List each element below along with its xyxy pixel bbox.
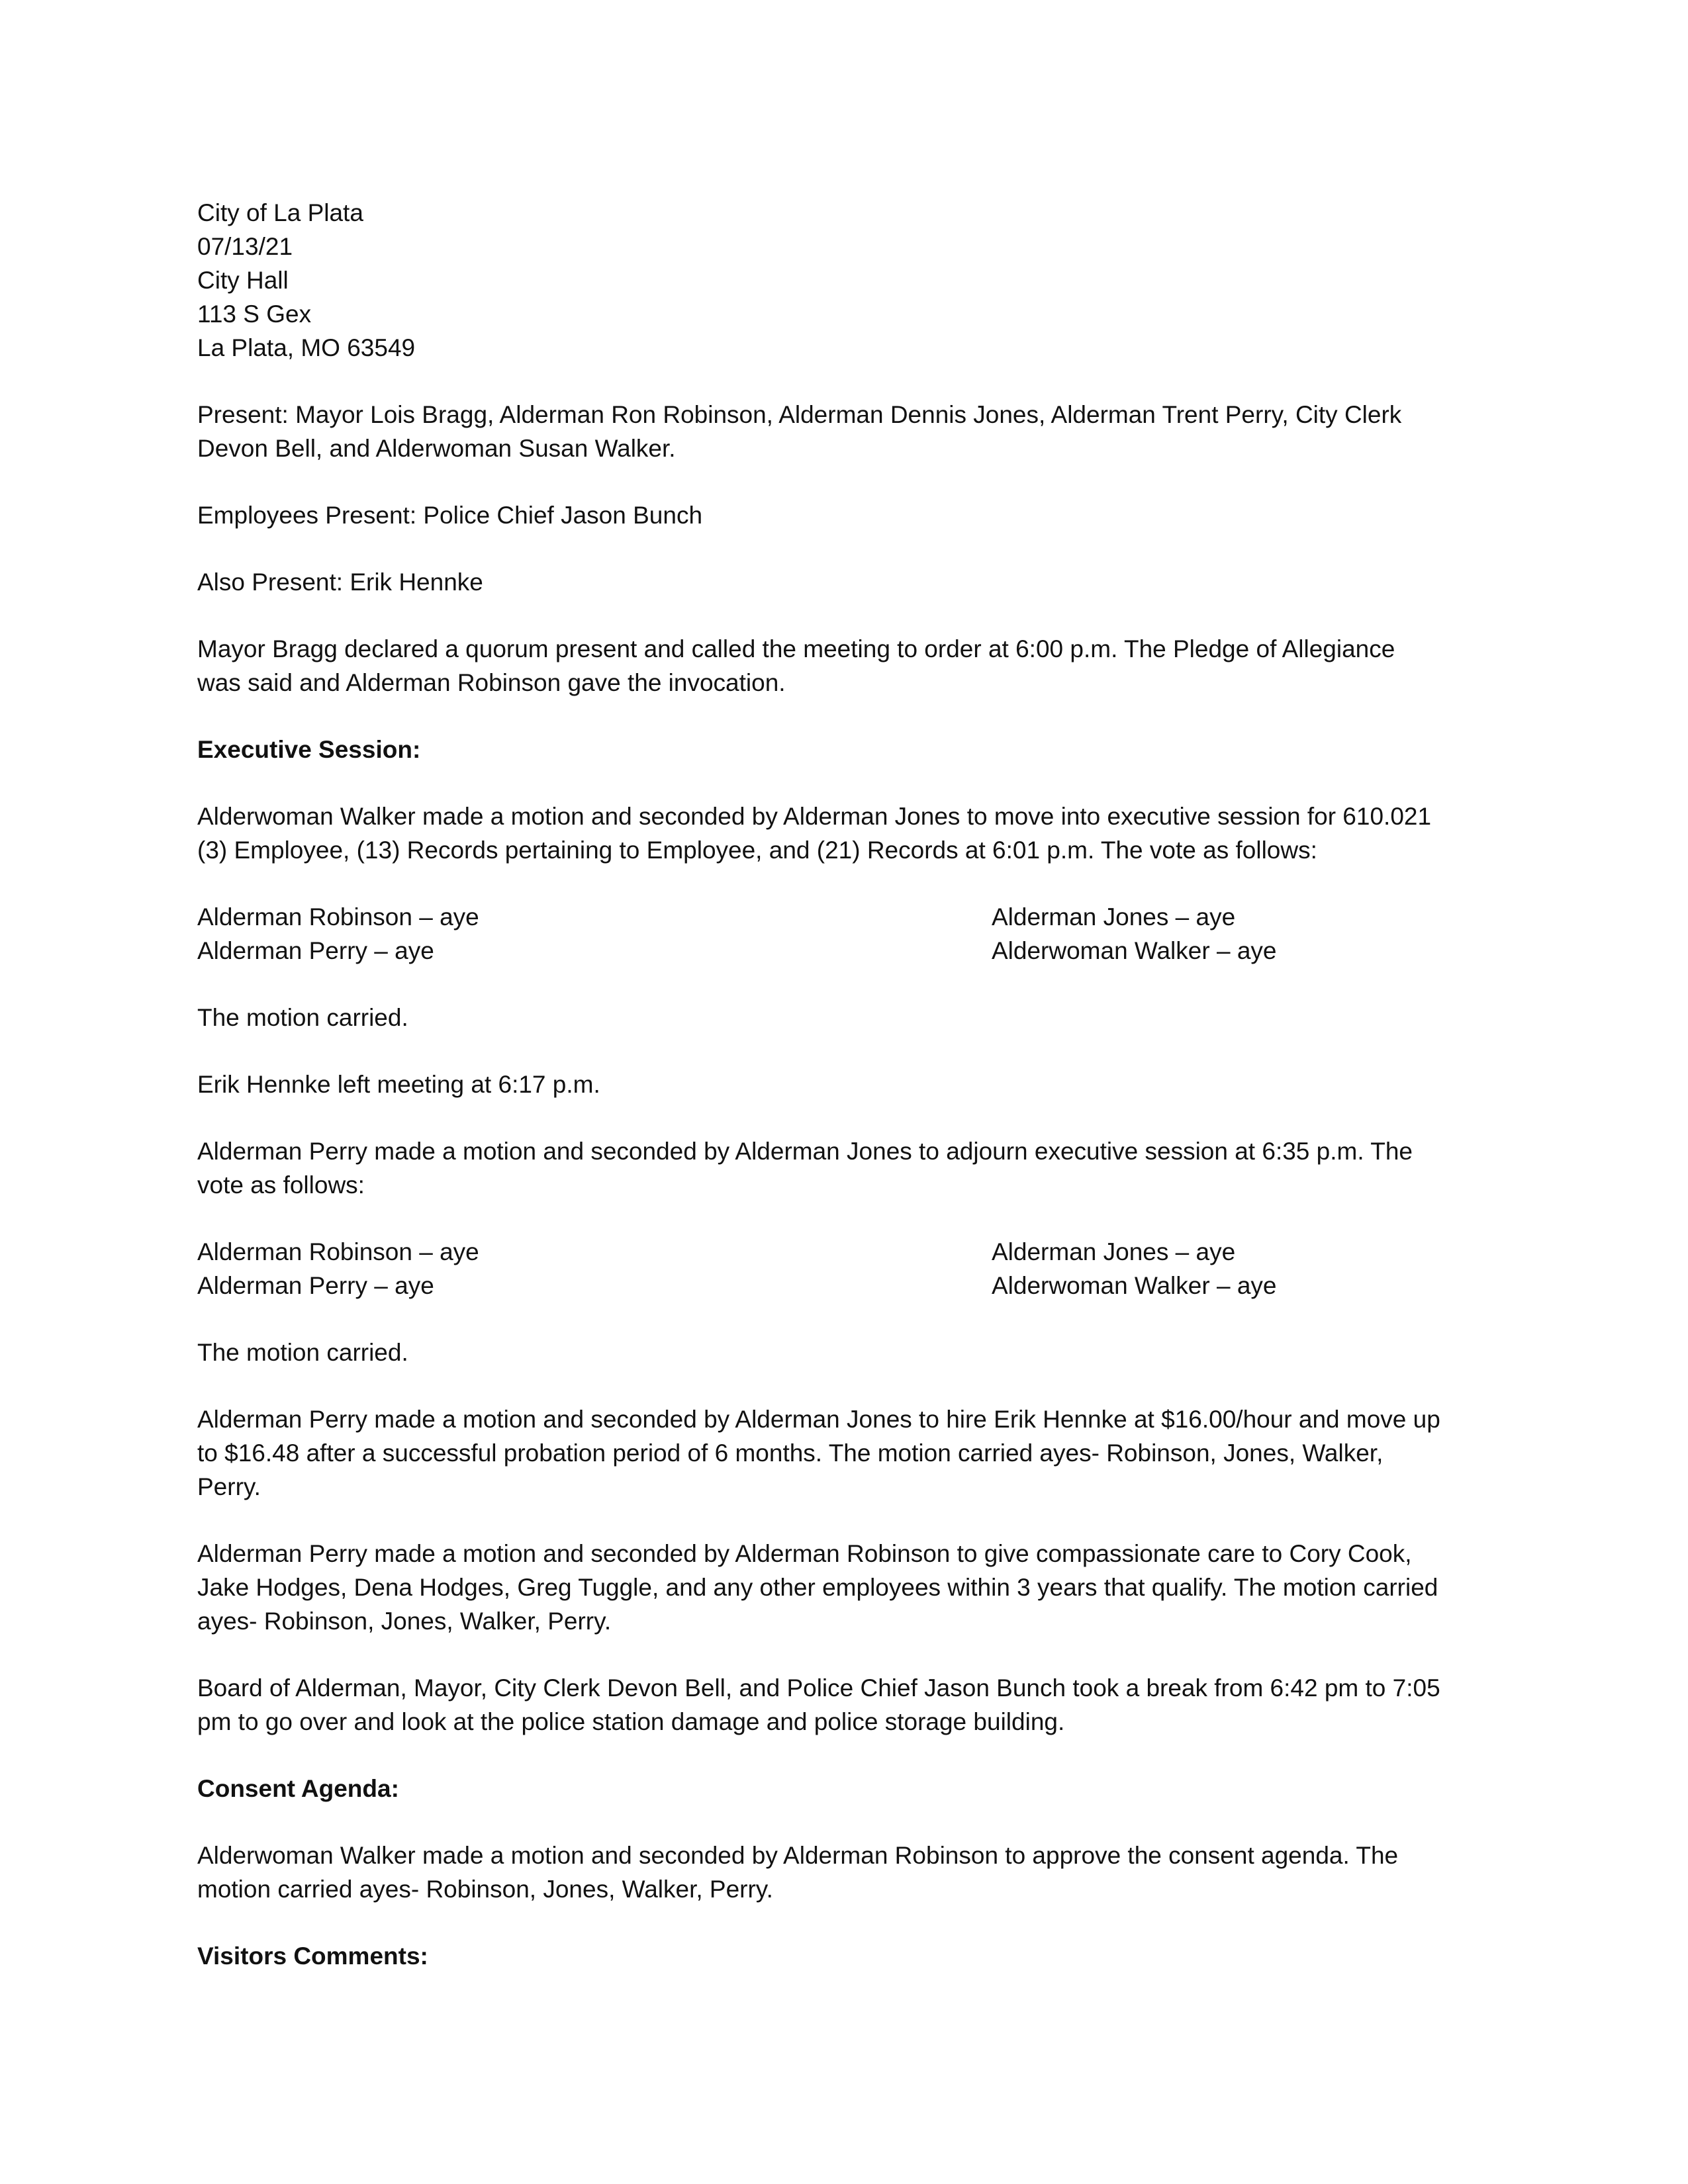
street-address: 113 S Gex — [197, 300, 312, 328]
compassionate-care-paragraph — [197, 1537, 1495, 1638]
break-paragraph — [197, 1671, 1495, 1739]
vote-tally-1 — [197, 900, 1495, 968]
consent-agenda-line-1: Alderwoman Walker made a motion and seconded by Alderman Robinson to approve the consent agenda. The — [197, 1842, 1399, 1869]
employees-present-paragraph — [197, 498, 1495, 532]
vote-tally-2 — [197, 1235, 1495, 1302]
hire-motion-paragraph — [197, 1402, 1495, 1504]
call-to-order-line-1: Mayor Bragg declared a quorum present and called the meeting to order at 6:00 p.m. The Pledge of Allegiance — [197, 635, 1395, 662]
also-present-line: Also Present: Erik Hennke — [197, 569, 483, 596]
meeting-location: City Hall — [197, 267, 289, 294]
motion-carried-1-text: The motion carried. — [197, 1004, 408, 1031]
compassionate-care-line-2: Jake Hodges, Dena Hodges, Greg Tuggle, and any other employees within 3 years that qualify. The motion carried — [197, 1574, 1438, 1601]
employees-present-line: Employees Present: Police Chief Jason Bunch — [197, 502, 703, 529]
adjourn-motion-line-2: vote as follows: — [197, 1171, 365, 1199]
motion-carried-2-text: The motion carried. — [197, 1339, 408, 1366]
letterhead — [197, 196, 1495, 365]
break-line-1: Board of Alderman, Mayor, City Clerk Devon Bell, and Police Chief Jason Bunch took a break from 6:42 pm to 7:05 — [197, 1674, 1440, 1702]
city-name: City of La Plata — [197, 199, 363, 226]
hire-motion-line-3: Perry. — [197, 1473, 261, 1500]
call-to-order-line-2: was said and Alderman Robinson gave the invocation. — [197, 669, 786, 696]
compassionate-care-line-3: ayes- Robinson, Jones, Walker, Perry. — [197, 1608, 612, 1635]
executive-motion-line-2: (3) Employee, (13) Records pertaining to Employee, and (21) Records at 6:01 p.m. The vote as follows: — [197, 837, 1317, 864]
vote-walker: Alderwoman Walker – aye — [992, 1272, 1277, 1299]
hire-motion-line-1: Alderman Perry made a motion and seconded by Alderman Jones to hire Erik Hennke at $16.00/hour and move up — [197, 1406, 1440, 1433]
visitors-comments-heading: Visitors Comments: — [197, 1942, 428, 1970]
vote-walker: Alderwoman Walker – aye — [992, 937, 1277, 964]
vote-jones: Alderman Jones – aye — [992, 1238, 1236, 1265]
break-line-2: pm to go over and look at the police station damage and police storage building. — [197, 1708, 1065, 1735]
left-meeting-line: Erik Hennke left meeting at 6:17 p.m. — [197, 1071, 600, 1098]
consent-agenda-heading: Consent Agenda: — [197, 1775, 399, 1802]
adjourn-motion-paragraph — [197, 1134, 1495, 1202]
consent-agenda-line-2: motion carried ayes- Robinson, Jones, Walker, Perry. — [197, 1876, 773, 1903]
call-to-order-paragraph — [197, 632, 1495, 700]
present-line-2: Devon Bell, and Alderwoman Susan Walker. — [197, 435, 676, 462]
executive-session-heading: Executive Session: — [197, 736, 421, 763]
left-meeting-paragraph — [197, 1068, 1495, 1101]
vote-robinson: Alderman Robinson – aye — [197, 903, 479, 931]
motion-carried-2 — [197, 1336, 1495, 1369]
also-present-paragraph — [197, 565, 1495, 599]
vote-perry: Alderman Perry – aye — [197, 1272, 434, 1299]
executive-motion-paragraph — [197, 799, 1495, 867]
vote-perry: Alderman Perry – aye — [197, 937, 434, 964]
motion-carried-1 — [197, 1001, 1495, 1034]
vote-jones: Alderman Jones – aye — [992, 903, 1236, 931]
present-line-1: Present: Mayor Lois Bragg, Alderman Ron Robinson, Alderman Dennis Jones, Alderman Trent Perry, City Clerk — [197, 401, 1402, 428]
consent-agenda-paragraph — [197, 1839, 1495, 1906]
present-paragraph — [197, 398, 1495, 465]
adjourn-motion-line-1: Alderman Perry made a motion and seconded by Alderman Jones to adjourn executive session at 6:35 p.m. The — [197, 1138, 1413, 1165]
hire-motion-line-2: to $16.48 after a successful probation period of 6 months. The motion carried ayes- Robinson, Jones, Walker, — [197, 1439, 1383, 1467]
document-page — [197, 196, 1495, 2006]
vote-robinson: Alderman Robinson – aye — [197, 1238, 479, 1265]
meeting-date: 07/13/21 — [197, 233, 293, 260]
compassionate-care-line-1: Alderman Perry made a motion and seconded by Alderman Robinson to give compassionate care to Cory Cook, — [197, 1540, 1412, 1567]
city-state-zip: La Plata, MO 63549 — [197, 334, 416, 361]
executive-motion-line-1: Alderwoman Walker made a motion and seconded by Alderman Jones to move into executive session for 610.021 — [197, 803, 1432, 830]
